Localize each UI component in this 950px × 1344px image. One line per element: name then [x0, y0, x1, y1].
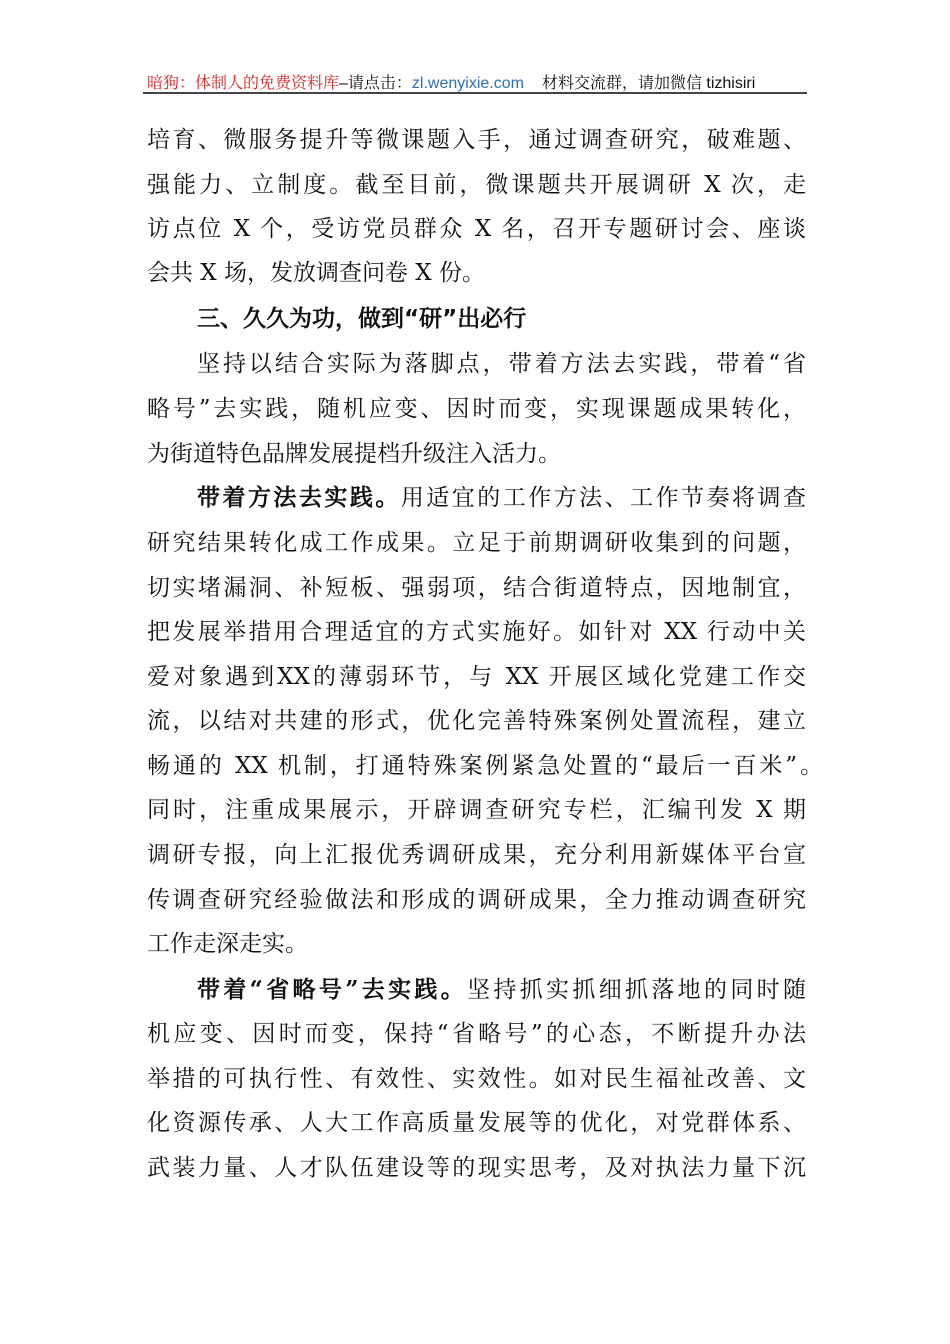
body-line: 武装力量、人才队伍建设等的现实思考，及对执法力量下沉 — [147, 1155, 806, 1181]
wechat-note: 材料交流群，请加微信 tizhisiri — [541, 75, 756, 92]
body-line: 同时，注重成果展示，开辟调查研究专栏，汇编刊发 X 期 — [147, 797, 806, 823]
body-line — [197, 975, 806, 1005]
body-line: 略号”去实践，随机应变、因时而变，实现课题成果转化， — [147, 396, 806, 422]
body-line: 切实堵漏洞、补短板、强弱项，结合街道特点，因地制宜， — [147, 575, 806, 601]
site-link[interactable]: zl.wenyixie.com — [411, 75, 524, 92]
page-header — [147, 70, 807, 93]
body-line: 为街道特色品牌发展提档升级注入活力。 — [147, 441, 561, 467]
body-line: 传调查研究经验做法和形成的调研成果，全力推动调查研究 — [147, 887, 806, 913]
line-text: 坚持抓实抓细抓落地的同时随 — [467, 977, 806, 1003]
body-line: 调研专报，向上汇报优秀调研成果，充分利用新媒体平台宣 — [147, 842, 806, 868]
body-line: 访点位 X 个，受访党员群众 X 名，召开专题研讨会、座谈 — [147, 216, 806, 242]
body-line: 机应变、因时而变，保持“省略号”的心态，不断提升办法 — [147, 1021, 806, 1047]
body-line: 研究结果转化成工作成果。立足于前期调研收集到的问题， — [147, 530, 806, 556]
bold-lead: 带着“省略号”去实践。 — [197, 976, 468, 1003]
body-line: 爱对象遇到XX的薄弱环节，与 XX 开展区域化党建工作交 — [147, 664, 806, 690]
body-line: 化资源传承、人大工作高质量发展等的优化，对党群体系、 — [147, 1110, 806, 1136]
click-prompt: –请点击： — [339, 75, 412, 92]
body-line: 流，以结对共建的形式，优化完善特殊案例处置流程，建立 — [147, 708, 806, 734]
site-name: 暗狗：体制人的免费资料库 — [147, 75, 340, 92]
bold-lead: 带着方法去实践。 — [197, 484, 401, 511]
header-divider — [143, 92, 807, 94]
body-line: 举措的可执行性、有效性、实效性。如对民生福祉改善、文 — [147, 1066, 806, 1092]
body-line: 会共 X 场，发放调查问卷 X 份。 — [147, 260, 485, 286]
body-line: 畅通的 XX 机制，打通特殊案例紧急处置的“最后一百米”。 — [147, 753, 823, 779]
body-line: 把发展举措用合理适宜的方式实施好。如针对 XX 行动中关 — [147, 619, 806, 645]
body-line: 工作走深走实。 — [147, 931, 308, 957]
body-line: 强能力、立制度。截至目前，微课题共开展调研 X 次，走 — [147, 172, 806, 198]
body-line: 坚持以结合实际为落脚点，带着方法去实践，带着“省 — [197, 351, 806, 377]
body-line: 培育、微服务提升等微课题入手，通过调查研究，破难题、 — [147, 127, 806, 153]
line-text: 用适宜的工作方法、工作节奏将调查 — [400, 485, 807, 511]
body-line — [197, 483, 806, 513]
section-heading: 三、久久为功，做到“研”出必行 — [197, 306, 527, 332]
